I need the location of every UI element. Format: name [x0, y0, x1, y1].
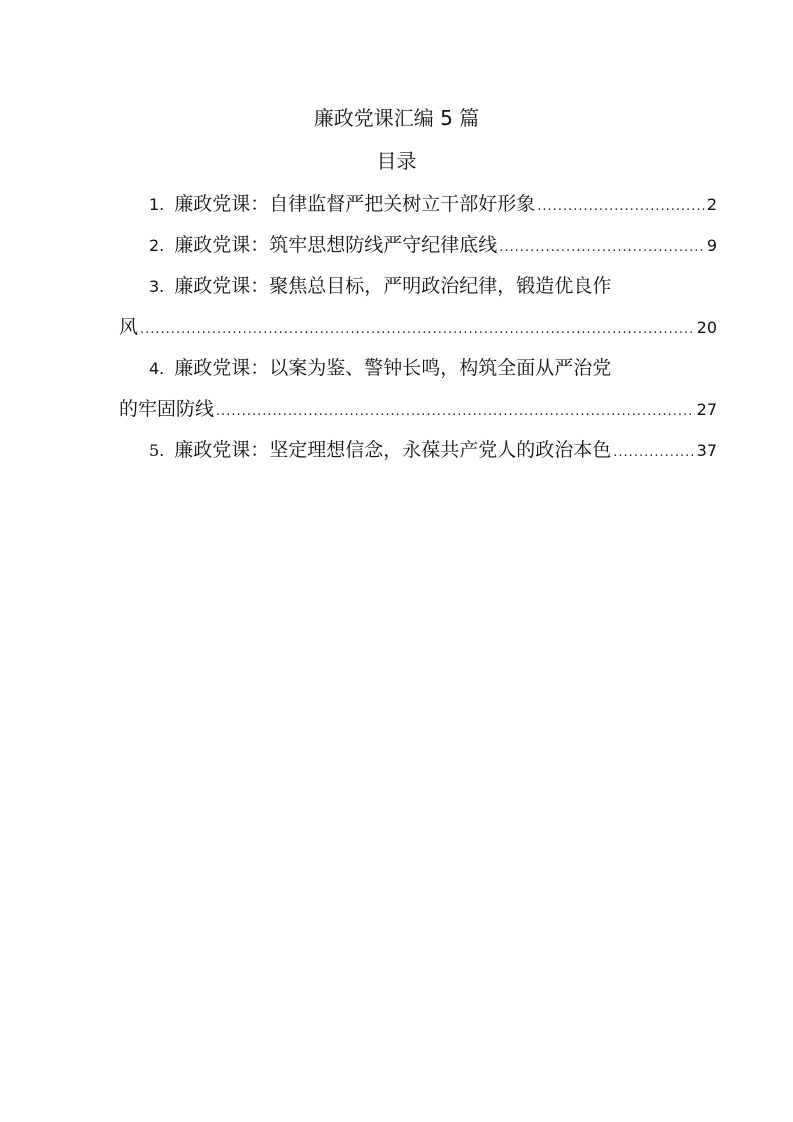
- toc-page-number: 20: [696, 318, 717, 337]
- toc-entry[interactable]: [119, 184, 717, 225]
- toc-entry-number: 5.: [149, 441, 165, 460]
- toc-entry-title: 廉政党课：聚焦总目标，严明政治纪律，锻造优良作: [174, 275, 612, 297]
- toc-entry-title: 廉政党课：筑牢思想防线严守纪律底线: [174, 234, 498, 256]
- document-title: 廉政党课汇编 5 篇: [313, 106, 480, 130]
- toc-dot-leader: [216, 391, 695, 432]
- toc-entry[interactable]: [119, 348, 717, 430]
- toc-entry[interactable]: [119, 266, 717, 348]
- toc-entry-title: 廉政党课：以案为鉴、警钟长鸣，构筑全面从严治党: [174, 357, 612, 379]
- toc-entry-number: 3.: [149, 277, 165, 296]
- toc-dot-leader: [499, 227, 705, 268]
- toc-entry[interactable]: [119, 225, 717, 266]
- toc-entry-title-continued: 风: [119, 316, 139, 338]
- toc-entry-number: 2.: [149, 236, 165, 255]
- toc-heading: 目录: [376, 149, 417, 173]
- toc-dot-leader: [613, 432, 694, 473]
- toc-page-number: 2: [706, 195, 717, 214]
- toc-dot-leader: [140, 309, 695, 350]
- toc-entry[interactable]: [119, 430, 717, 471]
- toc-page-number: 27: [696, 400, 717, 419]
- toc-page-number: 9: [706, 236, 717, 255]
- toc-page-number: 37: [696, 441, 717, 460]
- toc-entry-title: 廉政党课：坚定理想信念，永葆共产党人的政治本色: [174, 439, 612, 461]
- toc-entry-title-continued: 的牢固防线: [119, 398, 215, 420]
- toc-entry-title: 廉政党课：自律监督严把关树立干部好形象: [174, 193, 536, 215]
- toc-entry-number: 4.: [149, 359, 165, 378]
- toc-entry-number: 1.: [149, 195, 165, 214]
- table-of-contents: [119, 184, 717, 471]
- toc-dot-leader: [537, 186, 705, 227]
